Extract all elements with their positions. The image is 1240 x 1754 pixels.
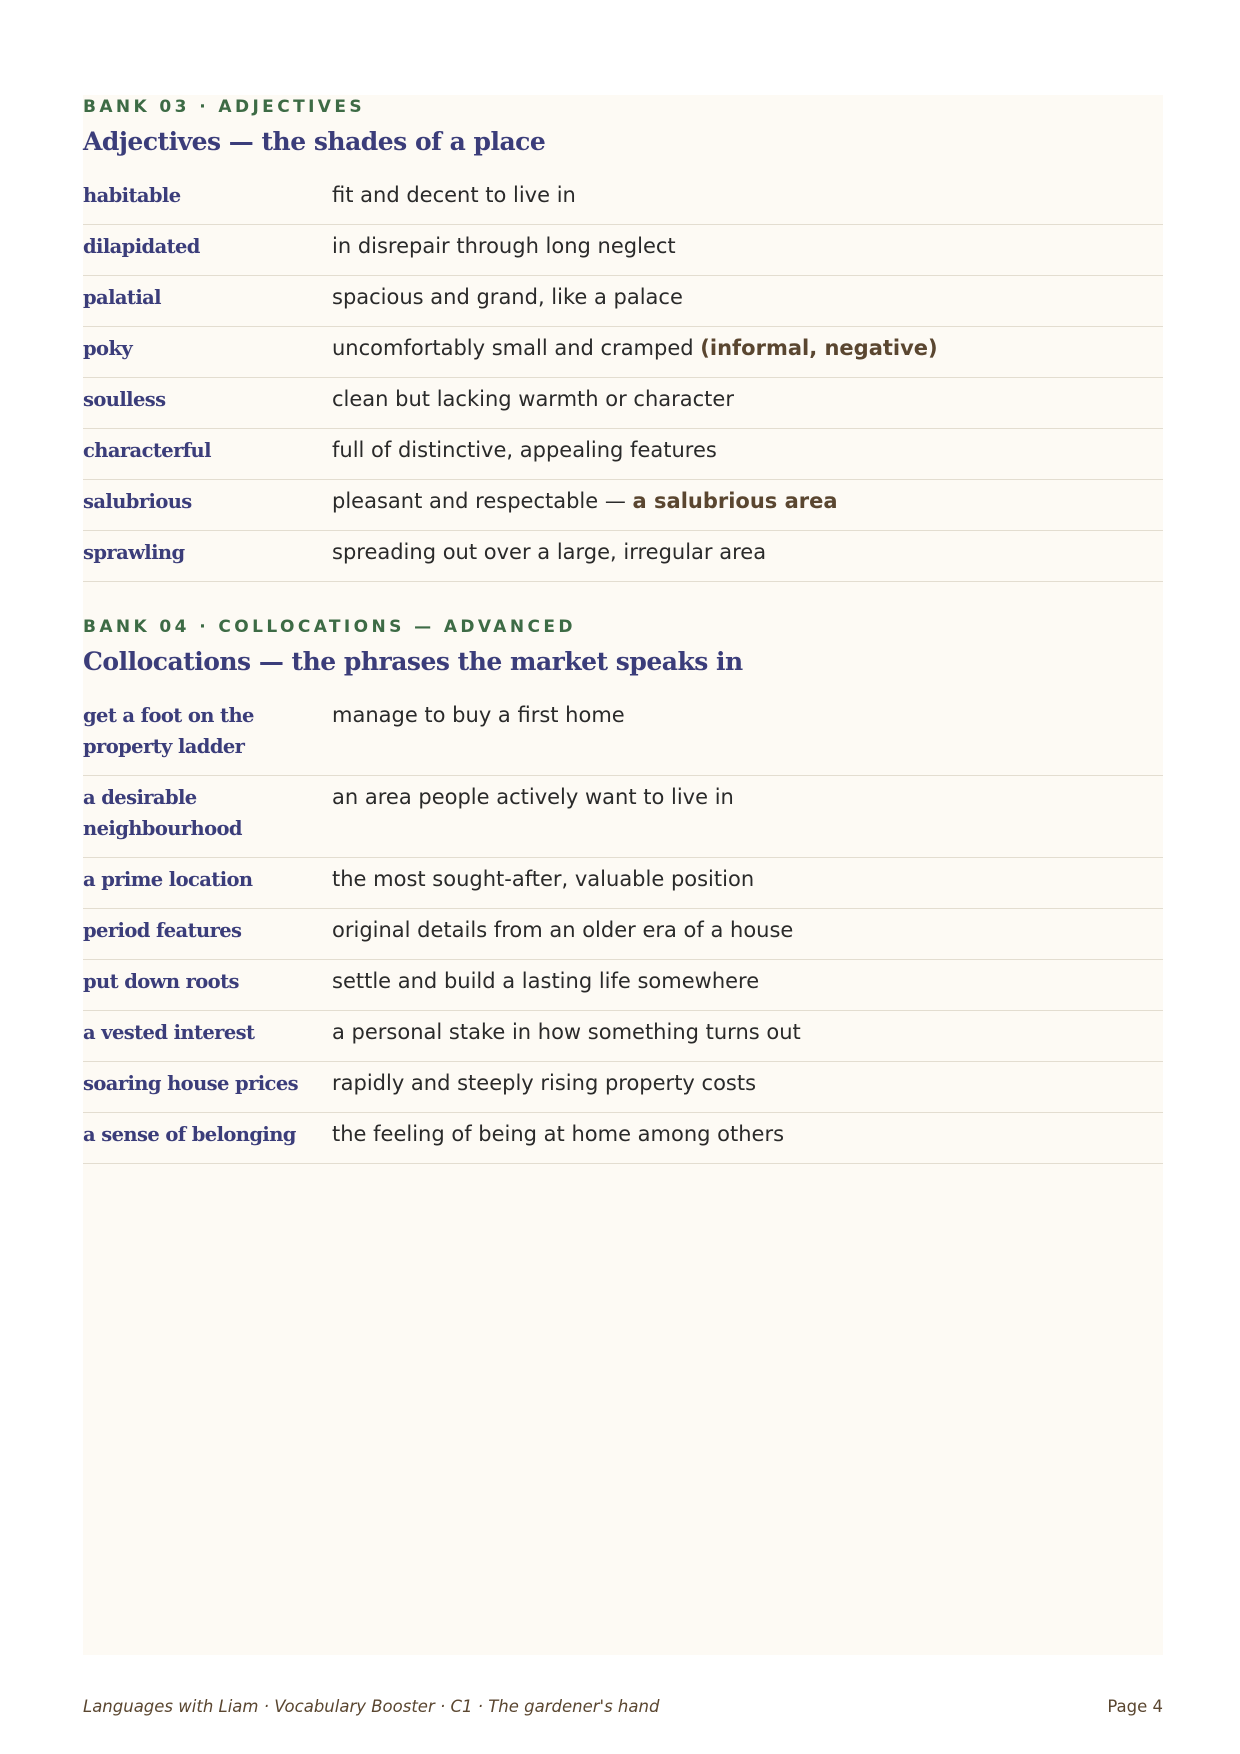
footer-course-info: Languages with Liam · Vocabulary Booster · C1 · The gardener's hand (83, 1697, 660, 1716)
table-row (83, 480, 1163, 531)
row-definition: pleasant and respectable — a salubrious area (332, 489, 838, 513)
table-row (83, 700, 1163, 776)
table-row (83, 225, 1163, 276)
row-term: a sense of belonging (83, 1123, 296, 1146)
table-row (83, 531, 1163, 582)
row-term: put down roots (83, 970, 239, 993)
bank-04-label: BANK 04 · COLLOCATIONS — ADVANCED (83, 617, 576, 637)
row-term: soulless (83, 388, 166, 411)
page-number: Page 4 (1107, 1697, 1163, 1716)
row-term: period features (83, 919, 242, 942)
row-definition: original details from an older era of a house (332, 918, 794, 942)
row-definition: fit and decent to live in (332, 183, 576, 207)
row-definition: a personal stake in how something turns out (332, 1020, 801, 1044)
table-row (83, 378, 1163, 429)
bank-03-rows (83, 180, 1163, 582)
row-term: get a foot on the property ladder (83, 704, 254, 758)
table-row (83, 960, 1163, 1011)
row-definition: uncomfortably small and cramped (informal, negative) (332, 336, 938, 360)
row-term: sprawling (83, 541, 185, 564)
row-definition: clean but lacking warmth or character (332, 387, 734, 411)
row-definition: an area people actively want to live in (332, 785, 734, 809)
table-row (83, 1011, 1163, 1062)
row-term: salubrious (83, 490, 192, 513)
bank-03-label: BANK 03 · ADJECTIVES (83, 97, 366, 117)
table-row (83, 1062, 1163, 1113)
bank-04-title: Collocations — the phrases the market speaks in (83, 647, 743, 676)
table-row (83, 1113, 1163, 1164)
row-term: dilapidated (83, 235, 200, 258)
table-row (83, 429, 1163, 480)
table-row (83, 909, 1163, 960)
row-definition: manage to buy a first home (332, 703, 625, 727)
row-definition: the feeling of being at home among others (332, 1122, 785, 1146)
table-row (83, 858, 1163, 909)
row-term: poky (83, 337, 133, 360)
bank-04-rows (83, 700, 1163, 1164)
row-term: soaring house prices (83, 1072, 299, 1095)
row-term: palatial (83, 286, 161, 309)
row-term: a prime location (83, 868, 253, 891)
row-term: characterful (83, 439, 211, 462)
row-definition: full of distinctive, appealing features (332, 438, 717, 462)
row-definition: spacious and grand, like a palace (332, 285, 683, 309)
table-row (83, 276, 1163, 327)
row-definition: settle and build a lasting life somewhere (332, 969, 760, 993)
row-definition: spreading out over a large, irregular area (332, 540, 767, 564)
row-definition: in disrepair through long neglect (332, 234, 676, 258)
row-term: habitable (83, 184, 181, 207)
table-row (83, 180, 1163, 225)
table-row (83, 776, 1163, 858)
row-term: a desirable neighbourhood (83, 786, 242, 840)
table-row (83, 327, 1163, 378)
bank-03-title: Adjectives — the shades of a place (83, 127, 546, 156)
row-definition: the most sought-after, valuable position (332, 867, 755, 891)
row-term: a vested interest (83, 1021, 255, 1044)
row-definition: rapidly and steeply rising property costs (332, 1071, 757, 1095)
